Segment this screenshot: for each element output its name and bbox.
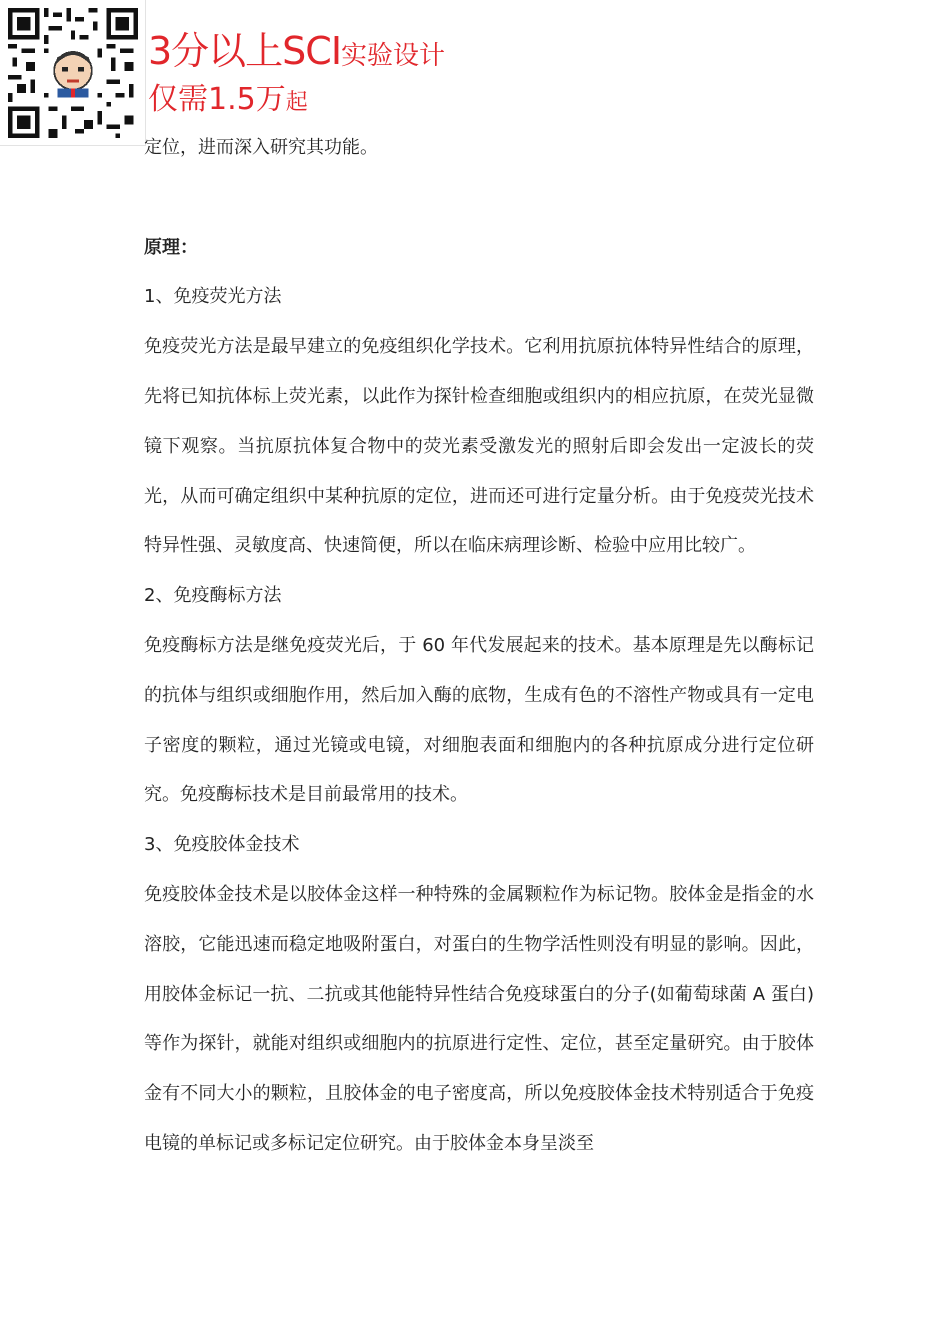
section-title: 2、免疫酶标方法 [144, 585, 282, 607]
ad-headline-main: 3分以上SCI [148, 29, 342, 73]
ad-headline-suffix: 实验设计 [341, 41, 446, 71]
ad-headline[interactable] [148, 28, 445, 79]
section-title: 3、免疫胶体金技术 [144, 834, 300, 856]
intro-tail: 定位，进而深入研究其功能。 [144, 137, 378, 158]
section-body: 免疫胶体金技术是以胶体金这样一种特殊的金属颗粒作为标记物。胶体金是指金的水溶胶，它能迅速而稳定地吸附蛋白，对蛋白的生物学活性则没有明显的影响。因此，用胶体金标记一抗、二抗或其他能特异性结合免疫球蛋白的分子(如葡萄球菌 A 蛋白)等作为探针，就能对组织或细胞内的抗原进行定性、定位，甚至定量研究。由于胶体金有不同大小的颗粒，且胶体金的电子密度高，所以免疫胶体金技术特别适合于免疫电镜的单标记或多标记定位研究。由于胶体金本身呈淡至 [144, 883, 814, 1154]
document-body [144, 123, 814, 1169]
ad-price-suffix: 起 [285, 90, 308, 115]
section-body: 免疫荧光方法是最早建立的免疫组织化学技术。它利用抗原抗体特异性结合的原理，先将已知抗体标上荧光素，以此作为探针检查细胞或组织内的相应抗原，在荧光显微镜下观察。当抗原抗体复合物中的荧光素受激发光的照射后即会发出一定波长的荧光，从而可确定组织中某种抗原的定位，进而还可进行定量分析。由于免疫荧光技术特异性强、灵敏度高、快速简便，所以在临床病理诊断、检验中应用比较广。 [144, 336, 814, 557]
ad-price[interactable] [148, 80, 308, 123]
principle-heading: 原理： [144, 236, 198, 258]
section-body: 免疫酶标方法是继免疫荧光后，于 60 年代发展起来的技术。基本原理是先以酶标记的抗体与组织或细胞作用，然后加入酶的底物，生成有色的不溶性产物或具有一定电子密度的颗粒，通过光镜或电镜，对细胞表面和细胞内的各种抗原成分进行定位研究。免疫酶标技术是目前最常用的技术。 [144, 634, 814, 806]
ad-qr-block[interactable] [0, 0, 146, 146]
section-title: 1、免疫荧光方法 [144, 286, 282, 308]
ad-price-main: 仅需1.5万 [148, 82, 286, 117]
qr-code-icon[interactable] [8, 8, 138, 138]
blank-line [144, 173, 814, 223]
